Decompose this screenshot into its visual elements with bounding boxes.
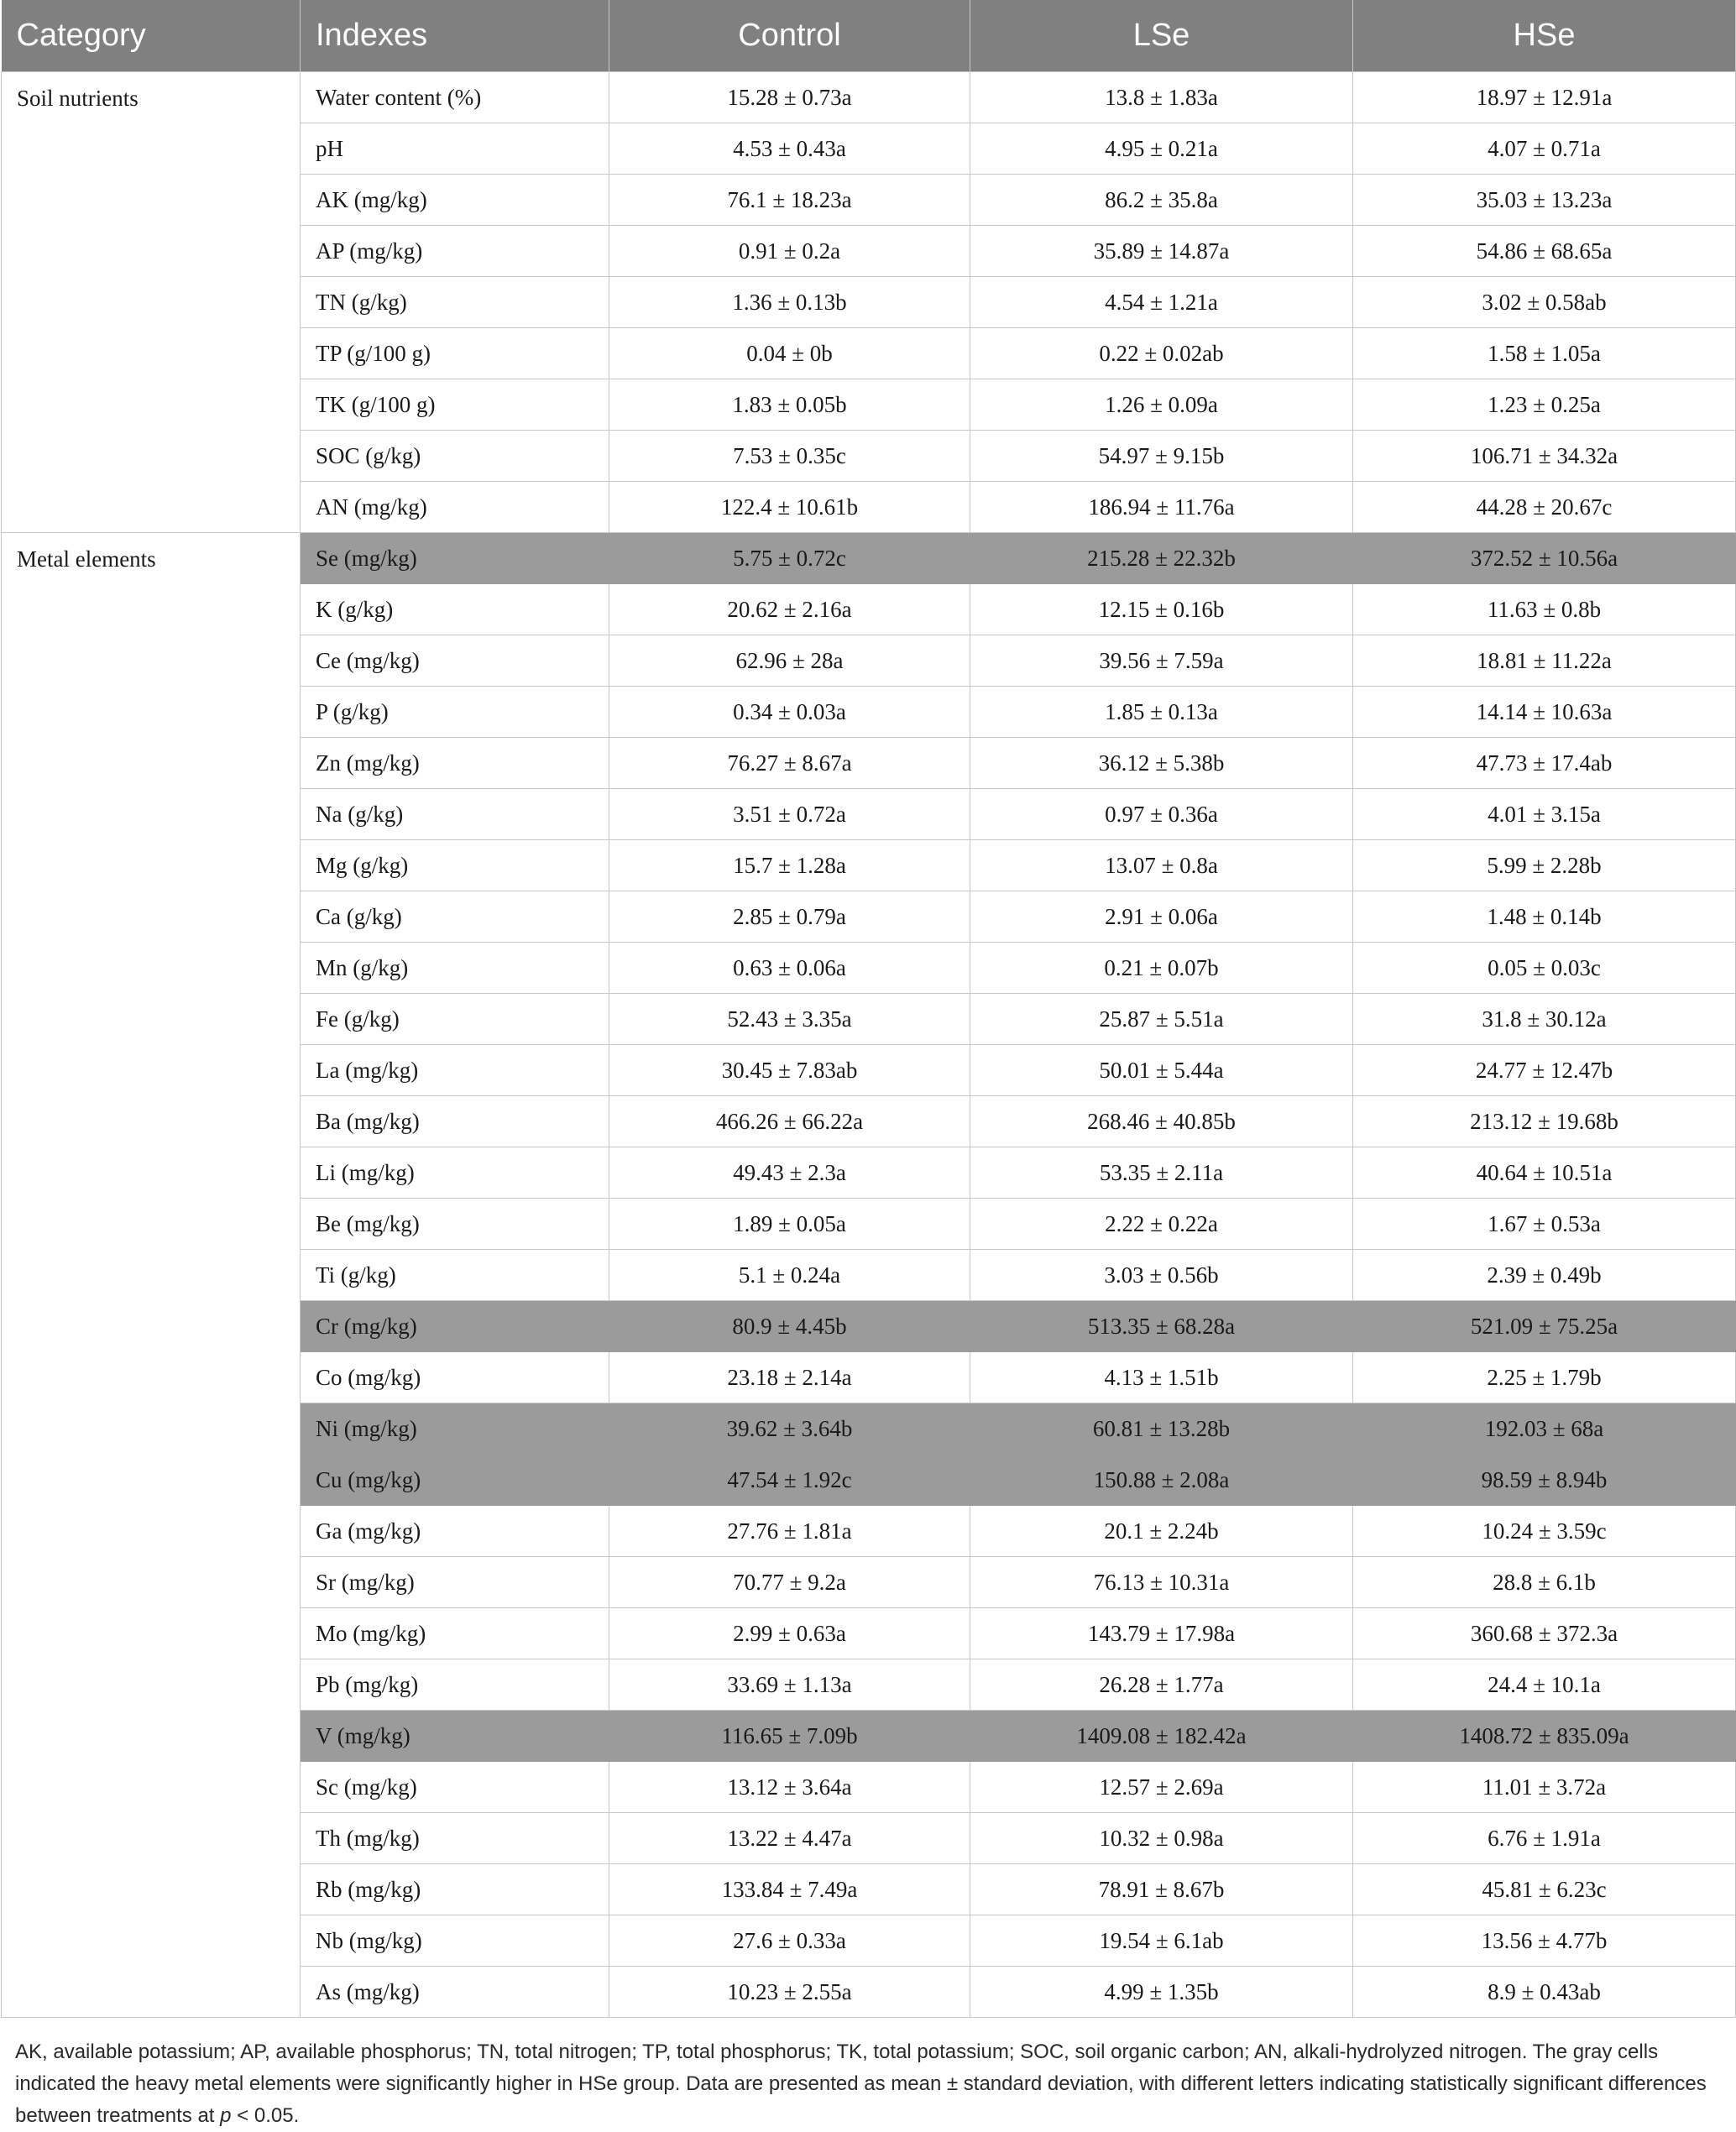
lse-cell: 4.13 ± 1.51b bbox=[970, 1352, 1353, 1403]
control-cell: 1.36 ± 0.13b bbox=[609, 277, 970, 328]
hse-cell: 213.12 ± 19.68b bbox=[1353, 1096, 1736, 1147]
hse-cell: 35.03 ± 13.23a bbox=[1353, 175, 1736, 226]
hse-cell: 360.68 ± 372.3a bbox=[1353, 1608, 1736, 1659]
index-cell: Rb (mg/kg) bbox=[301, 1864, 609, 1915]
hse-cell: 192.03 ± 68a bbox=[1353, 1403, 1736, 1455]
table-header bbox=[2, 0, 1736, 72]
control-cell: 20.62 ± 2.16a bbox=[609, 584, 970, 635]
index-cell: AP (mg/kg) bbox=[301, 226, 609, 277]
index-cell: pH bbox=[301, 123, 609, 175]
category-cell: Metal elements bbox=[2, 533, 301, 2018]
index-cell: Ca (g/kg) bbox=[301, 891, 609, 943]
hse-cell: 28.8 ± 6.1b bbox=[1353, 1557, 1736, 1608]
index-cell: P (g/kg) bbox=[301, 687, 609, 738]
lse-cell: 150.88 ± 2.08a bbox=[970, 1455, 1353, 1506]
index-cell: Mo (mg/kg) bbox=[301, 1608, 609, 1659]
hse-cell: 521.09 ± 75.25a bbox=[1353, 1301, 1736, 1352]
index-cell: Water content (%) bbox=[301, 72, 609, 123]
hse-cell: 45.81 ± 6.23c bbox=[1353, 1864, 1736, 1915]
index-cell: Ce (mg/kg) bbox=[301, 635, 609, 687]
lse-cell: 4.95 ± 0.21a bbox=[970, 123, 1353, 175]
category-cell: Soil nutrients bbox=[2, 72, 301, 533]
lse-cell: 268.46 ± 40.85b bbox=[970, 1096, 1353, 1147]
hse-cell: 3.02 ± 0.58ab bbox=[1353, 277, 1736, 328]
index-cell: Nb (mg/kg) bbox=[301, 1915, 609, 1967]
header-row bbox=[2, 0, 1736, 72]
lse-cell: 53.35 ± 2.11a bbox=[970, 1147, 1353, 1199]
control-cell: 52.43 ± 3.35a bbox=[609, 994, 970, 1045]
hse-cell: 24.4 ± 10.1a bbox=[1353, 1659, 1736, 1711]
index-cell: Mn (g/kg) bbox=[301, 943, 609, 994]
lse-cell: 20.1 ± 2.24b bbox=[970, 1506, 1353, 1557]
hse-cell: 1.23 ± 0.25a bbox=[1353, 379, 1736, 431]
lse-cell: 39.56 ± 7.59a bbox=[970, 635, 1353, 687]
control-cell: 5.1 ± 0.24a bbox=[609, 1250, 970, 1301]
index-cell: Ni (mg/kg) bbox=[301, 1403, 609, 1455]
index-cell: Cr (mg/kg) bbox=[301, 1301, 609, 1352]
index-cell: Se (mg/kg) bbox=[301, 533, 609, 584]
lse-cell: 3.03 ± 0.56b bbox=[970, 1250, 1353, 1301]
hse-cell: 2.39 ± 0.49b bbox=[1353, 1250, 1736, 1301]
index-cell: La (mg/kg) bbox=[301, 1045, 609, 1096]
control-cell: 1.83 ± 0.05b bbox=[609, 379, 970, 431]
hse-cell: 1.48 ± 0.14b bbox=[1353, 891, 1736, 943]
lse-cell: 19.54 ± 6.1ab bbox=[970, 1915, 1353, 1967]
control-cell: 4.53 ± 0.43a bbox=[609, 123, 970, 175]
lse-cell: 143.79 ± 17.98a bbox=[970, 1608, 1353, 1659]
lse-cell: 35.89 ± 14.87a bbox=[970, 226, 1353, 277]
lse-cell: 0.21 ± 0.07b bbox=[970, 943, 1353, 994]
lse-cell: 1.85 ± 0.13a bbox=[970, 687, 1353, 738]
control-cell: 33.69 ± 1.13a bbox=[609, 1659, 970, 1711]
header-category: Category bbox=[2, 0, 301, 72]
control-cell: 0.04 ± 0b bbox=[609, 328, 970, 379]
control-cell: 7.53 ± 0.35c bbox=[609, 431, 970, 482]
index-cell: Co (mg/kg) bbox=[301, 1352, 609, 1403]
hse-cell: 18.81 ± 11.22a bbox=[1353, 635, 1736, 687]
control-cell: 30.45 ± 7.83ab bbox=[609, 1045, 970, 1096]
table-footnote bbox=[15, 2036, 1719, 2132]
hse-cell: 47.73 ± 17.4ab bbox=[1353, 738, 1736, 789]
lse-cell: 25.87 ± 5.51a bbox=[970, 994, 1353, 1045]
lse-cell: 78.91 ± 8.67b bbox=[970, 1864, 1353, 1915]
control-cell: 47.54 ± 1.92c bbox=[609, 1455, 970, 1506]
index-cell: AN (mg/kg) bbox=[301, 482, 609, 533]
control-cell: 466.26 ± 66.22a bbox=[609, 1096, 970, 1147]
lse-cell: 86.2 ± 35.8a bbox=[970, 175, 1353, 226]
header-hse: HSe bbox=[1353, 0, 1736, 72]
control-cell: 23.18 ± 2.14a bbox=[609, 1352, 970, 1403]
lse-cell: 186.94 ± 11.76a bbox=[970, 482, 1353, 533]
hse-cell: 13.56 ± 4.77b bbox=[1353, 1915, 1736, 1967]
lse-cell: 513.35 ± 68.28a bbox=[970, 1301, 1353, 1352]
footnote-p-symbol: p bbox=[220, 2104, 232, 2127]
hse-cell: 1408.72 ± 835.09a bbox=[1353, 1711, 1736, 1762]
lse-cell: 2.91 ± 0.06a bbox=[970, 891, 1353, 943]
index-cell: As (mg/kg) bbox=[301, 1967, 609, 2018]
control-cell: 10.23 ± 2.55a bbox=[609, 1967, 970, 2018]
hse-cell: 6.76 ± 1.91a bbox=[1353, 1813, 1736, 1864]
lse-cell: 60.81 ± 13.28b bbox=[970, 1403, 1353, 1455]
lse-cell: 10.32 ± 0.98a bbox=[970, 1813, 1353, 1864]
hse-cell: 1.67 ± 0.53a bbox=[1353, 1199, 1736, 1250]
lse-cell: 26.28 ± 1.77a bbox=[970, 1659, 1353, 1711]
hse-cell: 40.64 ± 10.51a bbox=[1353, 1147, 1736, 1199]
control-cell: 13.22 ± 4.47a bbox=[609, 1813, 970, 1864]
index-cell: TK (g/100 g) bbox=[301, 379, 609, 431]
lse-cell: 13.07 ± 0.8a bbox=[970, 840, 1353, 891]
lse-cell: 76.13 ± 10.31a bbox=[970, 1557, 1353, 1608]
hse-cell: 44.28 ± 20.67c bbox=[1353, 482, 1736, 533]
index-cell: Th (mg/kg) bbox=[301, 1813, 609, 1864]
lse-cell: 12.57 ± 2.69a bbox=[970, 1762, 1353, 1813]
index-cell: TN (g/kg) bbox=[301, 277, 609, 328]
index-cell: Be (mg/kg) bbox=[301, 1199, 609, 1250]
hse-cell: 11.63 ± 0.8b bbox=[1353, 584, 1736, 635]
table-row bbox=[2, 533, 1736, 584]
control-cell: 39.62 ± 3.64b bbox=[609, 1403, 970, 1455]
hse-cell: 24.77 ± 12.47b bbox=[1353, 1045, 1736, 1096]
control-cell: 133.84 ± 7.49a bbox=[609, 1864, 970, 1915]
lse-cell: 54.97 ± 9.15b bbox=[970, 431, 1353, 482]
control-cell: 70.77 ± 9.2a bbox=[609, 1557, 970, 1608]
control-cell: 122.4 ± 10.61b bbox=[609, 482, 970, 533]
control-cell: 76.1 ± 18.23a bbox=[609, 175, 970, 226]
control-cell: 0.34 ± 0.03a bbox=[609, 687, 970, 738]
hse-cell: 106.71 ± 34.32a bbox=[1353, 431, 1736, 482]
index-cell: Ba (mg/kg) bbox=[301, 1096, 609, 1147]
index-cell: TP (g/100 g) bbox=[301, 328, 609, 379]
header-control: Control bbox=[609, 0, 970, 72]
lse-cell: 1409.08 ± 182.42a bbox=[970, 1711, 1353, 1762]
table-body bbox=[2, 72, 1736, 2018]
control-cell: 1.89 ± 0.05a bbox=[609, 1199, 970, 1250]
lse-cell: 2.22 ± 0.22a bbox=[970, 1199, 1353, 1250]
lse-cell: 0.22 ± 0.02ab bbox=[970, 328, 1353, 379]
hse-cell: 18.97 ± 12.91a bbox=[1353, 72, 1736, 123]
control-cell: 80.9 ± 4.45b bbox=[609, 1301, 970, 1352]
control-cell: 13.12 ± 3.64a bbox=[609, 1762, 970, 1813]
control-cell: 62.96 ± 28a bbox=[609, 635, 970, 687]
control-cell: 27.76 ± 1.81a bbox=[609, 1506, 970, 1557]
lse-cell: 1.26 ± 0.09a bbox=[970, 379, 1353, 431]
hse-cell: 98.59 ± 8.94b bbox=[1353, 1455, 1736, 1506]
index-cell: Zn (mg/kg) bbox=[301, 738, 609, 789]
index-cell: Li (mg/kg) bbox=[301, 1147, 609, 1199]
index-cell: Pb (mg/kg) bbox=[301, 1659, 609, 1711]
lse-cell: 215.28 ± 22.32b bbox=[970, 533, 1353, 584]
index-cell: AK (mg/kg) bbox=[301, 175, 609, 226]
control-cell: 3.51 ± 0.72a bbox=[609, 789, 970, 840]
lse-cell: 36.12 ± 5.38b bbox=[970, 738, 1353, 789]
control-cell: 76.27 ± 8.67a bbox=[609, 738, 970, 789]
hse-cell: 4.07 ± 0.71a bbox=[1353, 123, 1736, 175]
control-cell: 27.6 ± 0.33a bbox=[609, 1915, 970, 1967]
control-cell: 116.65 ± 7.09b bbox=[609, 1711, 970, 1762]
control-cell: 15.7 ± 1.28a bbox=[609, 840, 970, 891]
footnote-text: AK, available potassium; AP, available phosphorus; TN, total nitrogen; TP, total phosphorus; TK, total potassium; SOC, soil organic carbon; AN, alkali-hydrolyzed nitrogen. The gray cells indicated the heavy metal elements were significantly higher in HSe group. Data are presented as mean ± standard deviation, with different letters indicating statistically significant differences between treatments at bbox=[15, 2041, 1707, 2127]
index-cell: Ga (mg/kg) bbox=[301, 1506, 609, 1557]
lse-cell: 12.15 ± 0.16b bbox=[970, 584, 1353, 635]
lse-cell: 50.01 ± 5.44a bbox=[970, 1045, 1353, 1096]
lse-cell: 4.54 ± 1.21a bbox=[970, 277, 1353, 328]
control-cell: 0.63 ± 0.06a bbox=[609, 943, 970, 994]
hse-cell: 11.01 ± 3.72a bbox=[1353, 1762, 1736, 1813]
index-cell: Mg (g/kg) bbox=[301, 840, 609, 891]
index-cell: Cu (mg/kg) bbox=[301, 1455, 609, 1506]
index-cell: V (mg/kg) bbox=[301, 1711, 609, 1762]
hse-cell: 10.24 ± 3.59c bbox=[1353, 1506, 1736, 1557]
header-lse: LSe bbox=[970, 0, 1353, 72]
footnote-threshold: < 0.05. bbox=[231, 2104, 300, 2127]
control-cell: 5.75 ± 0.72c bbox=[609, 533, 970, 584]
hse-cell: 1.58 ± 1.05a bbox=[1353, 328, 1736, 379]
data-table bbox=[1, 0, 1736, 2018]
index-cell: Na (g/kg) bbox=[301, 789, 609, 840]
index-cell: Sr (mg/kg) bbox=[301, 1557, 609, 1608]
hse-cell: 8.9 ± 0.43ab bbox=[1353, 1967, 1736, 2018]
index-cell: SOC (g/kg) bbox=[301, 431, 609, 482]
lse-cell: 0.97 ± 0.36a bbox=[970, 789, 1353, 840]
hse-cell: 31.8 ± 30.12a bbox=[1353, 994, 1736, 1045]
index-cell: Ti (g/kg) bbox=[301, 1250, 609, 1301]
hse-cell: 14.14 ± 10.63a bbox=[1353, 687, 1736, 738]
control-cell: 2.85 ± 0.79a bbox=[609, 891, 970, 943]
hse-cell: 4.01 ± 3.15a bbox=[1353, 789, 1736, 840]
hse-cell: 54.86 ± 68.65a bbox=[1353, 226, 1736, 277]
hse-cell: 0.05 ± 0.03c bbox=[1353, 943, 1736, 994]
index-cell: Fe (g/kg) bbox=[301, 994, 609, 1045]
control-cell: 15.28 ± 0.73a bbox=[609, 72, 970, 123]
lse-cell: 4.99 ± 1.35b bbox=[970, 1967, 1353, 2018]
control-cell: 0.91 ± 0.2a bbox=[609, 226, 970, 277]
control-cell: 2.99 ± 0.63a bbox=[609, 1608, 970, 1659]
lse-cell: 13.8 ± 1.83a bbox=[970, 72, 1353, 123]
header-indexes: Indexes bbox=[301, 0, 609, 72]
index-cell: K (g/kg) bbox=[301, 584, 609, 635]
index-cell: Sc (mg/kg) bbox=[301, 1762, 609, 1813]
hse-cell: 5.99 ± 2.28b bbox=[1353, 840, 1736, 891]
table-row bbox=[2, 72, 1736, 123]
hse-cell: 2.25 ± 1.79b bbox=[1353, 1352, 1736, 1403]
control-cell: 49.43 ± 2.3a bbox=[609, 1147, 970, 1199]
hse-cell: 372.52 ± 10.56a bbox=[1353, 533, 1736, 584]
